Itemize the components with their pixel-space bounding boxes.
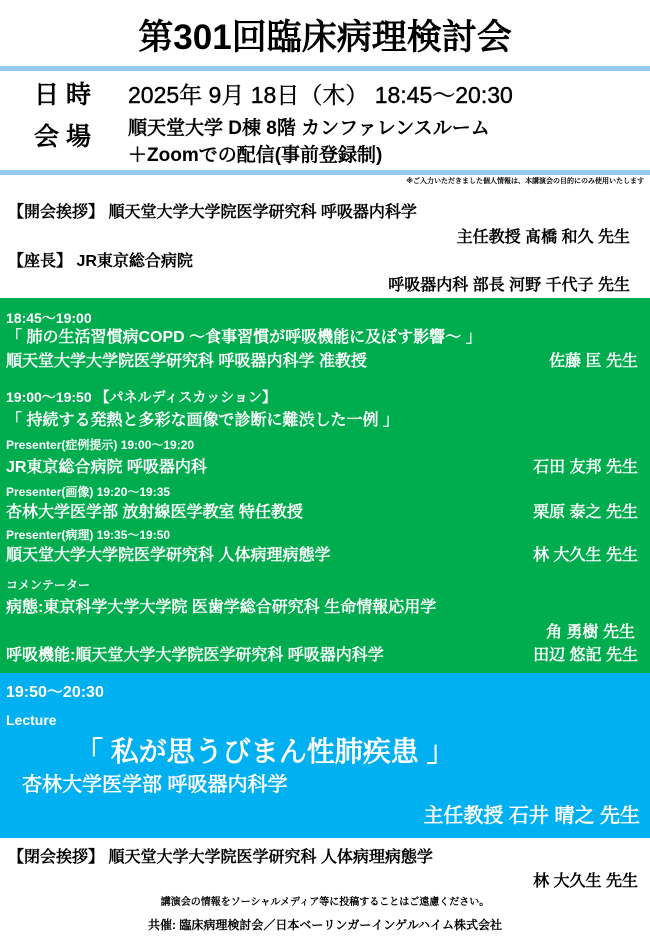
lecture-affiliation: 杏林大学医学部 呼吸器内科学	[22, 774, 288, 796]
closing-speaker: 林 大久生 先生	[533, 873, 638, 890]
session2-time: 19:00〜19:50 【パネルディスカッション】	[6, 389, 276, 405]
closing-label: 【閉会挨拶】 順天堂大学大学院医学研究科 人体病理病態学	[8, 849, 433, 866]
session2-title: 「 持続する発熱と多彩な画像で診断に難渋した一例 」	[6, 412, 399, 429]
session1-speaker: 佐藤 匡 先生	[549, 353, 638, 370]
lecture-label: Lecture	[6, 712, 57, 728]
presenter-affiliation: 順天堂大学大学院医学研究科 人体病理病態学	[6, 547, 331, 564]
presenter-speaker: 栗原 泰之 先生	[533, 504, 638, 521]
presenter-speaker: 石田 友邦 先生	[533, 459, 638, 476]
venue-line1: 順天堂大学 D棟 8階 カンファレンスルーム	[128, 118, 490, 139]
venue-label: 会 場	[34, 123, 91, 151]
session1-affiliation: 順天堂大学大学院医学研究科 呼吸器内科学 准教授	[6, 353, 367, 370]
presenter-role: Presenter(病理) 19:35〜19:50	[6, 528, 171, 542]
chair-speaker: 呼吸器内科 部長 河野 千代子 先生	[388, 277, 630, 294]
commentator-speaker: 角 勇樹 先生	[546, 624, 635, 641]
commentator-label: コメンテーター	[6, 578, 91, 592]
venue-line2: ＋Zoomでの配信(事前登録制)	[128, 145, 383, 166]
session1-title: 「 肺の生活習慣病COPD 〜食事習慣が呼吸機能に及ぼす影響〜 」	[6, 329, 482, 346]
divider-top	[0, 66, 650, 71]
datetime-label: 日 時	[34, 81, 91, 109]
presenter-role: Presenter(症例提示) 19:00〜19:20	[6, 438, 195, 452]
cohost: 共催: 臨床病理検討会／日本ベーリンガーインゲルハイム株式会社	[147, 918, 502, 932]
commentator-speaker: 田辺 悠記 先生	[533, 647, 638, 664]
page-title: 第301回臨床病理検討会	[138, 18, 512, 57]
opening-speaker: 主任教授 髙橋 和久 先生	[456, 229, 630, 246]
divider-bottom	[0, 170, 650, 175]
presenter-affiliation: JR東京総合病院 呼吸器内科	[6, 459, 207, 476]
session1-time: 18:45〜19:00	[6, 310, 92, 326]
lecture-speaker: 主任教授 石井 晴之 先生	[423, 805, 640, 827]
sns-note: 講演会の情報をソーシャルメディア等に投稿することはご遠慮ください。	[160, 897, 490, 908]
presenter-role: Presenter(画像) 19:20〜19:35	[6, 485, 171, 499]
presenter-affiliation: 杏林大学医学部 放射線医学教室 特任教授	[6, 504, 303, 521]
opening-label: 【開会挨拶】 順天堂大学大学院医学研究科 呼吸器内科学	[8, 204, 417, 221]
privacy-note: ※ご入力いただきました個人情報は、本講演会の目的にのみ使用いたします	[406, 178, 644, 185]
lecture-title: 「 私が思うびまん性肺疾患 」	[75, 736, 455, 767]
commentator-affiliation: 病態:東京科学大学大学院 医歯学総合研究科 生命情報応用学	[6, 599, 437, 616]
datetime-value: 2025年 9月 18日（木） 18:45〜20:30	[128, 82, 513, 108]
commentator-affiliation: 呼吸機能:順天堂大学大学院医学研究科 呼吸器内科学	[6, 647, 384, 664]
chair-label: 【座長】 JR東京総合病院	[8, 253, 193, 270]
lecture-time: 19:50〜20:30	[6, 684, 104, 701]
presenter-speaker: 林 大久生 先生	[533, 547, 638, 564]
